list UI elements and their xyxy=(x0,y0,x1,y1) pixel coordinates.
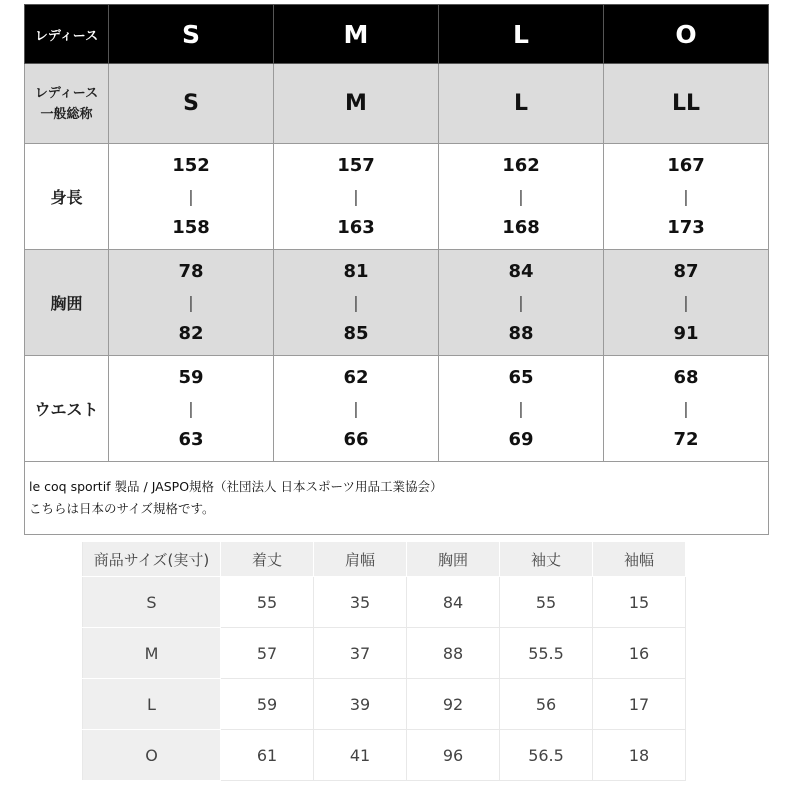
range-separator: | xyxy=(353,187,359,206)
cell-chest: 88 xyxy=(407,628,500,679)
size-header-label: レディース xyxy=(25,5,109,64)
range-min: 81 xyxy=(343,261,369,282)
product-measurement-table xyxy=(82,542,686,781)
header-sleeve-length: 袖丈 xyxy=(500,542,593,577)
height-range-l xyxy=(439,144,604,250)
waist-range-o xyxy=(604,356,769,462)
general-size-label-line2: 一般総称 xyxy=(40,106,93,122)
waist-range-s xyxy=(109,356,274,462)
header-sleeve-width: 袖幅 xyxy=(593,542,686,577)
table-row xyxy=(83,577,686,628)
cell-sleeve-length: 55.5 xyxy=(500,628,593,679)
range-max: 63 xyxy=(178,429,204,450)
note-line-2: こちらは日本のサイズ規格です。 xyxy=(29,501,215,516)
row-size: M xyxy=(83,628,221,679)
cell-chest: 84 xyxy=(407,577,500,628)
cell-sleeve-length: 55 xyxy=(500,577,593,628)
size-header-row xyxy=(25,5,769,64)
size-chart-table xyxy=(24,4,769,535)
note-row xyxy=(25,462,769,535)
cell-sleeve-length: 56.5 xyxy=(500,730,593,781)
range-separator: | xyxy=(518,187,524,206)
cell-shoulder-width: 35 xyxy=(314,577,407,628)
row-size: O xyxy=(83,730,221,781)
general-size-s: S xyxy=(109,64,274,144)
header-chest: 胸囲 xyxy=(407,542,500,577)
cell-sleeve-length: 56 xyxy=(500,679,593,730)
range-max: 91 xyxy=(673,323,699,344)
range-min: 152 xyxy=(172,155,210,176)
cell-length: 59 xyxy=(221,679,314,730)
height-label: 身長 xyxy=(25,144,109,250)
table-row xyxy=(83,679,686,730)
range-max: 173 xyxy=(667,217,705,238)
chest-range-l xyxy=(439,250,604,356)
range-max: 88 xyxy=(508,323,534,344)
size-standard-note xyxy=(25,462,769,535)
header-length: 着丈 xyxy=(221,542,314,577)
chest-range-m xyxy=(274,250,439,356)
height-range-s xyxy=(109,144,274,250)
cell-sleeve-width: 16 xyxy=(593,628,686,679)
cell-shoulder-width: 39 xyxy=(314,679,407,730)
range-max: 82 xyxy=(178,323,204,344)
waist-range-m xyxy=(274,356,439,462)
product-table-header-row xyxy=(83,542,686,577)
range-min: 157 xyxy=(337,155,375,176)
cell-sleeve-width: 17 xyxy=(593,679,686,730)
chest-range-s xyxy=(109,250,274,356)
range-separator: | xyxy=(518,293,524,312)
range-max: 158 xyxy=(172,217,210,238)
range-min: 87 xyxy=(673,261,699,282)
range-min: 62 xyxy=(343,367,369,388)
range-separator: | xyxy=(683,293,689,312)
chest-label: 胸囲 xyxy=(25,250,109,356)
range-min: 167 xyxy=(667,155,705,176)
range-separator: | xyxy=(353,293,359,312)
size-header-o: O xyxy=(604,5,769,64)
cell-sleeve-width: 18 xyxy=(593,730,686,781)
range-separator: | xyxy=(353,399,359,418)
cell-chest: 92 xyxy=(407,679,500,730)
range-min: 162 xyxy=(502,155,540,176)
range-max: 163 xyxy=(337,217,375,238)
chest-row xyxy=(25,250,769,356)
cell-sleeve-width: 15 xyxy=(593,577,686,628)
cell-chest: 96 xyxy=(407,730,500,781)
size-header-l: L xyxy=(439,5,604,64)
general-size-l: L xyxy=(439,64,604,144)
row-size: S xyxy=(83,577,221,628)
range-separator: | xyxy=(188,293,194,312)
table-row xyxy=(83,628,686,679)
general-size-label-line1: レディース xyxy=(34,85,99,101)
range-max: 66 xyxy=(343,429,369,450)
waist-label: ウエスト xyxy=(25,356,109,462)
range-separator: | xyxy=(188,187,194,206)
cell-length: 57 xyxy=(221,628,314,679)
row-size: L xyxy=(83,679,221,730)
header-product-size: 商品サイズ(実寸) xyxy=(83,542,221,577)
header-shoulder-width: 肩幅 xyxy=(314,542,407,577)
general-size-label xyxy=(25,64,109,144)
table-row xyxy=(83,730,686,781)
height-range-o xyxy=(604,144,769,250)
height-range-m xyxy=(274,144,439,250)
height-row xyxy=(25,144,769,250)
range-max: 168 xyxy=(502,217,540,238)
range-max: 69 xyxy=(508,429,534,450)
general-size-ll: LL xyxy=(604,64,769,144)
range-max: 85 xyxy=(343,323,369,344)
general-size-row xyxy=(25,64,769,144)
waist-row xyxy=(25,356,769,462)
range-min: 78 xyxy=(178,261,204,282)
cell-length: 61 xyxy=(221,730,314,781)
cell-shoulder-width: 37 xyxy=(314,628,407,679)
range-separator: | xyxy=(518,399,524,418)
general-size-m: M xyxy=(274,64,439,144)
range-min: 65 xyxy=(508,367,534,388)
range-min: 68 xyxy=(673,367,699,388)
range-separator: | xyxy=(683,187,689,206)
range-min: 59 xyxy=(178,367,204,388)
note-line-1: le coq sportif 製品 / JASPO規格（社団法人 日本スポーツ用品工業協会） xyxy=(29,479,443,494)
cell-shoulder-width: 41 xyxy=(314,730,407,781)
chest-range-o xyxy=(604,250,769,356)
range-separator: | xyxy=(683,399,689,418)
range-max: 72 xyxy=(673,429,699,450)
size-header-s: S xyxy=(109,5,274,64)
range-separator: | xyxy=(188,399,194,418)
range-min: 84 xyxy=(508,261,534,282)
size-header-m: M xyxy=(274,5,439,64)
cell-length: 55 xyxy=(221,577,314,628)
waist-range-l xyxy=(439,356,604,462)
